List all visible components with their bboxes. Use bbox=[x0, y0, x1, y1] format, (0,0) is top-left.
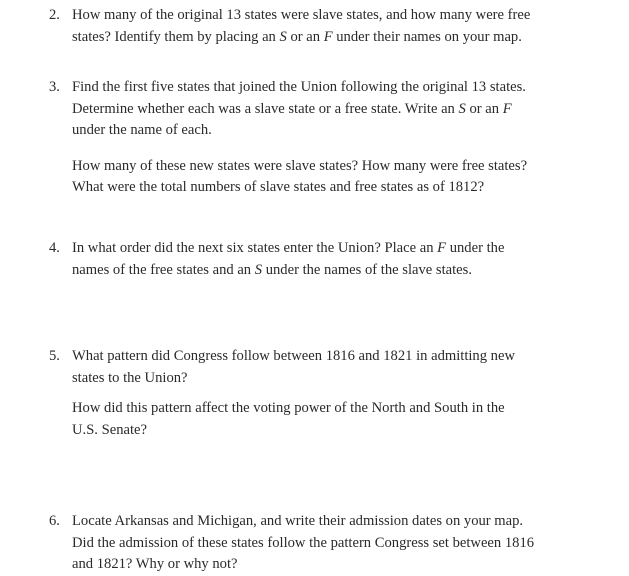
italic-letter: F bbox=[323, 28, 333, 45]
text-line: and 1821? Why or why not? bbox=[72, 556, 238, 572]
text-line: Locate Arkansas and Michigan, and write their admission dates on your map. bbox=[72, 513, 524, 529]
question-text bbox=[72, 346, 617, 441]
question-number: 3. bbox=[49, 79, 60, 95]
question-number: 4. bbox=[49, 240, 60, 256]
question-paragraph bbox=[72, 238, 617, 281]
text-line: In what order did the next six states enter the Union? Place an F under the bbox=[72, 240, 505, 256]
question-paragraph bbox=[72, 77, 617, 142]
text-line: states to the Union? bbox=[72, 369, 188, 386]
text-line: names of the free states and an S under the names of the slave states. bbox=[72, 261, 472, 278]
question-paragraph bbox=[72, 398, 617, 441]
question-paragraph bbox=[72, 5, 617, 48]
text-line: Did the admission of these states follow the pattern Congress set between 1816 bbox=[72, 534, 535, 551]
question-number: 6. bbox=[49, 513, 60, 529]
text-line: Find the first five states that joined the Union following the original 13 states. bbox=[72, 79, 526, 95]
text-line: How many of the original 13 states were slave states, and how many were free bbox=[72, 7, 531, 23]
text-line: What were the total numbers of slave states and free states as of 1812? bbox=[72, 179, 485, 195]
text-line: How many of these new states were slave states? How many were free states? bbox=[72, 157, 528, 174]
question-paragraph bbox=[72, 346, 617, 389]
italic-letter: S bbox=[458, 100, 466, 117]
text-line: under the name of each. bbox=[72, 122, 212, 138]
text-line: What pattern did Congress follow between 1816 and 1821 in admitting new bbox=[72, 348, 515, 364]
question-number: 5. bbox=[49, 348, 60, 364]
question-text bbox=[72, 77, 617, 199]
italic-letter: S bbox=[279, 28, 287, 45]
question-text bbox=[72, 238, 617, 281]
text-line: How did this pattern affect the voting power of the North and South in the bbox=[72, 400, 505, 416]
italic-letter: F bbox=[502, 100, 512, 117]
text-line: Determine whether each was a slave state or a free state. Write an S or an F bbox=[72, 100, 512, 117]
question-text bbox=[72, 5, 617, 48]
question-number: 2. bbox=[49, 7, 60, 23]
italic-letter: F bbox=[437, 240, 447, 256]
italic-letter: S bbox=[254, 261, 263, 278]
text-line: U.S. Senate? bbox=[72, 421, 147, 438]
question-paragraph bbox=[72, 156, 617, 199]
question-text bbox=[72, 511, 617, 576]
question-paragraph bbox=[72, 511, 617, 576]
text-line: states? Identify them by placing an S or an F under their names on your map. bbox=[72, 28, 522, 45]
